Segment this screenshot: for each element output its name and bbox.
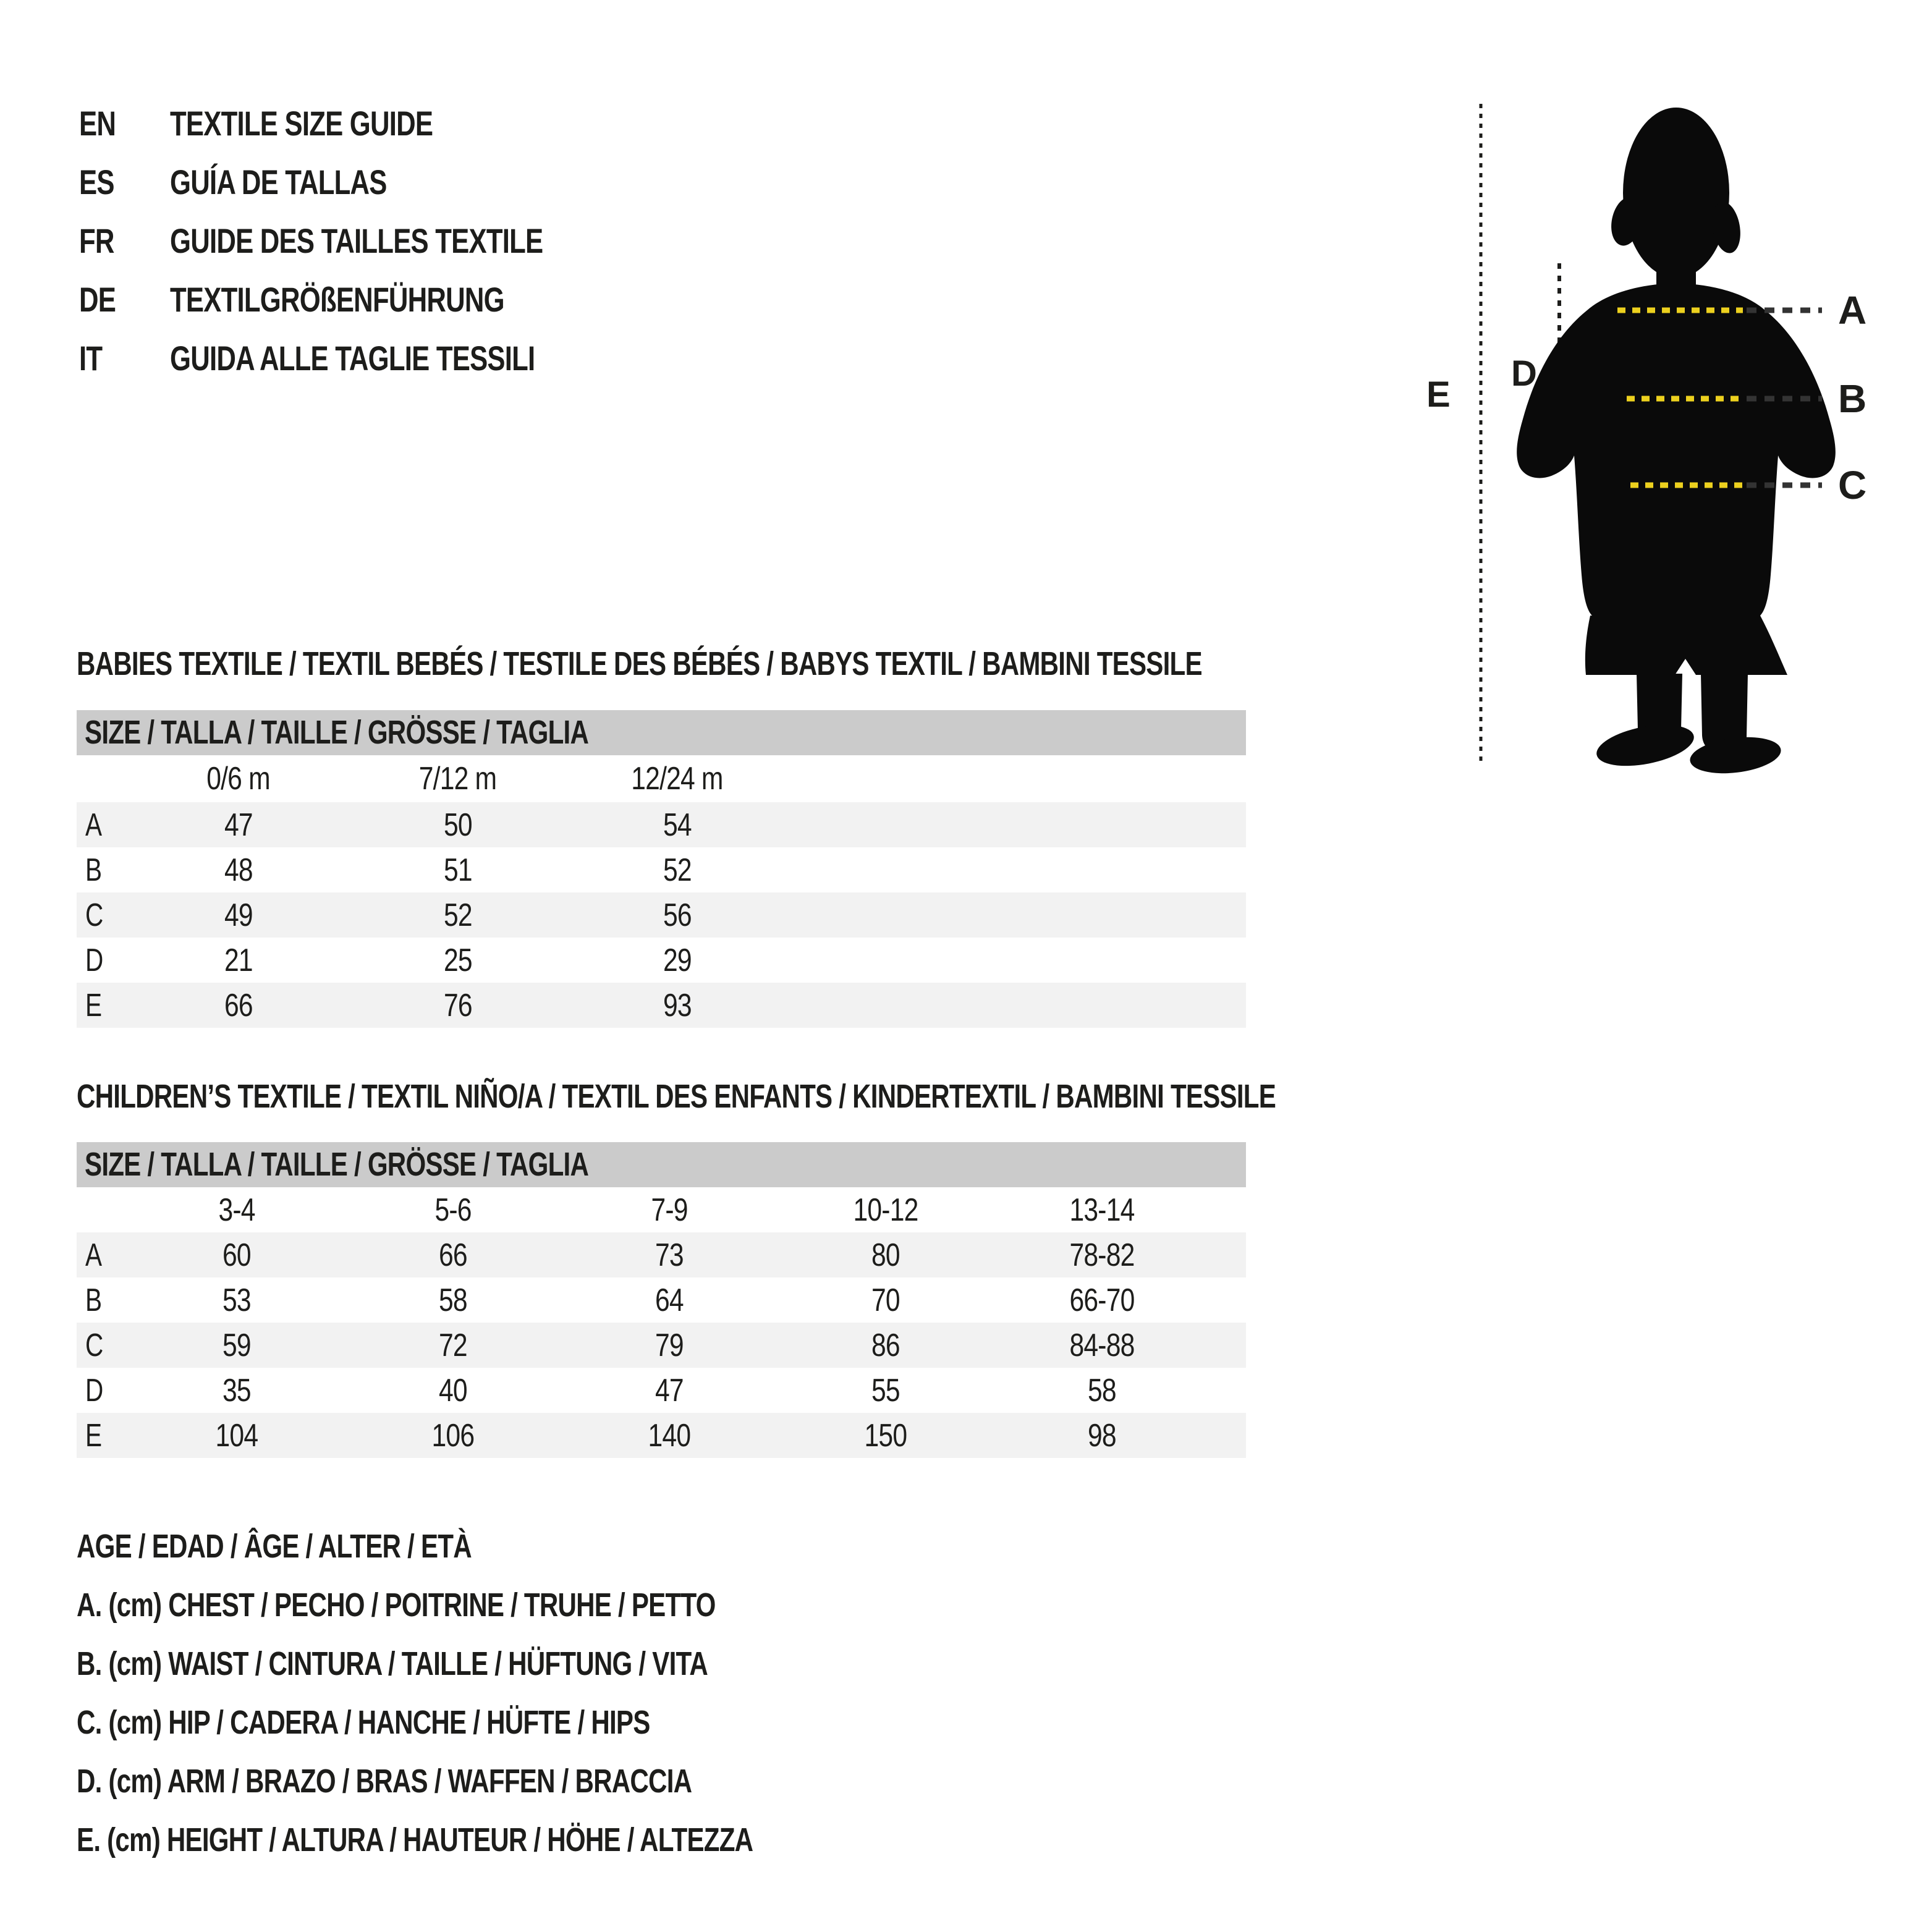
cell-value: 48 — [224, 852, 253, 888]
children-column-header-row — [77, 1187, 1246, 1232]
language-row-es — [79, 153, 648, 211]
cell-value: 60 — [222, 1237, 251, 1273]
children-section-title: CHILDREN’S TEXTILE / TEXTIL NIÑO/A / TEXTIL DES ENFANTS / KINDERTEXTIL / BAMBINI TESSILE — [77, 1078, 1276, 1115]
cell-value: 79 — [655, 1327, 684, 1363]
cell-value: 84-88 — [1069, 1327, 1135, 1363]
row-label: E — [85, 987, 102, 1023]
children-table-header-bar: SIZE / TALLA / TAILLE / GRÖSSE / TAGLIA — [77, 1142, 1246, 1187]
cell-value: 72 — [439, 1327, 467, 1363]
cell-value: 66 — [224, 987, 253, 1023]
language-row-de — [79, 270, 648, 329]
cell-value: 51 — [443, 852, 472, 888]
row-label: D — [85, 1372, 103, 1409]
row-label: C — [85, 1327, 103, 1363]
row-label: A — [85, 807, 102, 843]
language-title: GUIDA ALLE TAGLIE TESSILI — [170, 339, 535, 378]
column-header: 5-6 — [434, 1192, 472, 1228]
column-header: 7-9 — [651, 1192, 688, 1228]
language-title: TEXTILE SIZE GUIDE — [170, 104, 433, 143]
table-row — [77, 938, 1246, 983]
legend-age: AGE / EDAD / ÂGE / ALTER / ETÀ — [77, 1528, 472, 1565]
language-row-en — [79, 94, 648, 153]
cell-value: 59 — [222, 1327, 251, 1363]
row-label: A — [85, 1237, 102, 1273]
cell-value: 80 — [871, 1237, 900, 1273]
table-row — [77, 1277, 1246, 1323]
language-code: ES — [79, 163, 114, 201]
row-label: D — [85, 942, 103, 978]
language-code: FR — [79, 221, 114, 260]
table-row — [77, 847, 1246, 892]
legend-hip: C. (cm) HIP / CADERA / HANCHE / HÜFTE / HIPS — [77, 1704, 650, 1741]
row-label: C — [85, 897, 103, 933]
table-row — [77, 892, 1246, 938]
row-label: B — [85, 1282, 102, 1318]
column-header: 12/24 m — [631, 761, 723, 797]
language-code: IT — [79, 339, 103, 378]
legend-chest: A. (cm) CHEST / PECHO / POITRINE / TRUHE / PETTO — [77, 1587, 716, 1624]
child-silhouette-icon — [1517, 108, 1836, 778]
cell-value: 49 — [224, 897, 253, 933]
cell-value: 55 — [871, 1372, 900, 1409]
cell-value: 29 — [663, 942, 692, 978]
cell-value: 25 — [443, 942, 472, 978]
cell-value: 66-70 — [1069, 1282, 1135, 1318]
hip-label: C — [1838, 463, 1867, 507]
cell-value: 78-82 — [1069, 1237, 1135, 1273]
cell-value: 64 — [655, 1282, 684, 1318]
cell-value: 140 — [648, 1417, 691, 1454]
language-title: GUÍA DE TALLAS — [170, 163, 387, 201]
cell-value: 47 — [224, 807, 253, 843]
table-row — [77, 1232, 1246, 1277]
cell-value: 21 — [224, 942, 253, 978]
cell-value: 76 — [443, 987, 472, 1023]
cell-value: 106 — [431, 1417, 475, 1454]
chest-label: A — [1838, 288, 1867, 333]
cell-value: 150 — [864, 1417, 907, 1454]
language-title-list — [79, 94, 648, 388]
language-row-fr — [79, 211, 648, 270]
babies-section-title: BABIES TEXTILE / TEXTIL BEBÉS / TESTILE DES BÉBÉS / BABYS TEXTIL / BAMBINI TESSILE — [77, 645, 1202, 682]
cell-value: 56 — [663, 897, 692, 933]
cell-value: 47 — [655, 1372, 684, 1409]
waist-label: B — [1838, 376, 1867, 421]
arm-label: D — [1511, 354, 1537, 394]
legend-waist: B. (cm) WAIST / CINTURA / TAILLE / HÜFTUNG / VITA — [77, 1645, 708, 1682]
language-title: GUIDE DES TAILLES TEXTILE — [170, 221, 543, 260]
row-label: B — [85, 852, 102, 888]
cell-value: 86 — [871, 1327, 900, 1363]
cell-value: 52 — [443, 897, 472, 933]
babies-table-header-bar: SIZE / TALLA / TAILLE / GRÖSSE / TAGLIA — [77, 710, 1246, 755]
cell-value: 73 — [655, 1237, 684, 1273]
language-title: TEXTILGRÖßENFÜHRUNG — [170, 280, 504, 319]
table-row — [77, 983, 1246, 1028]
language-code: DE — [79, 280, 116, 319]
column-header: 0/6 m — [206, 761, 270, 797]
cell-value: 54 — [663, 807, 692, 843]
cell-value: 58 — [1088, 1372, 1116, 1409]
row-label: E — [85, 1417, 102, 1454]
table-row — [77, 1368, 1246, 1413]
cell-value: 53 — [222, 1282, 251, 1318]
cell-value: 70 — [871, 1282, 900, 1318]
language-code: EN — [79, 104, 116, 143]
cell-value: 93 — [663, 987, 692, 1023]
column-header: 3-4 — [218, 1192, 255, 1228]
column-header: 10-12 — [853, 1192, 918, 1228]
height-label: E — [1426, 375, 1451, 415]
babies-column-header-row — [77, 755, 1246, 802]
cell-value: 40 — [439, 1372, 467, 1409]
cell-value: 58 — [439, 1282, 467, 1318]
cell-value: 35 — [222, 1372, 251, 1409]
legend-arm: D. (cm) ARM / BRAZO / BRAS / WAFFEN / BRACCIA — [77, 1763, 692, 1800]
children-size-table — [77, 1142, 1246, 1458]
table-row — [77, 802, 1246, 847]
column-header: 7/12 m — [418, 761, 497, 797]
column-header: 13-14 — [1069, 1192, 1135, 1228]
table-row — [77, 1323, 1246, 1368]
cell-value: 50 — [443, 807, 472, 843]
cell-value: 98 — [1088, 1417, 1116, 1454]
cell-value: 66 — [439, 1237, 467, 1273]
legend-height: E. (cm) HEIGHT / ALTURA / HAUTEUR / HÖHE / ALTEZZA — [77, 1821, 753, 1858]
measurement-legend — [77, 1517, 944, 1870]
language-row-it — [79, 329, 648, 388]
cell-value: 52 — [663, 852, 692, 888]
table-row — [77, 1413, 1246, 1458]
babies-size-table — [77, 710, 1246, 1028]
cell-value: 104 — [215, 1417, 258, 1454]
